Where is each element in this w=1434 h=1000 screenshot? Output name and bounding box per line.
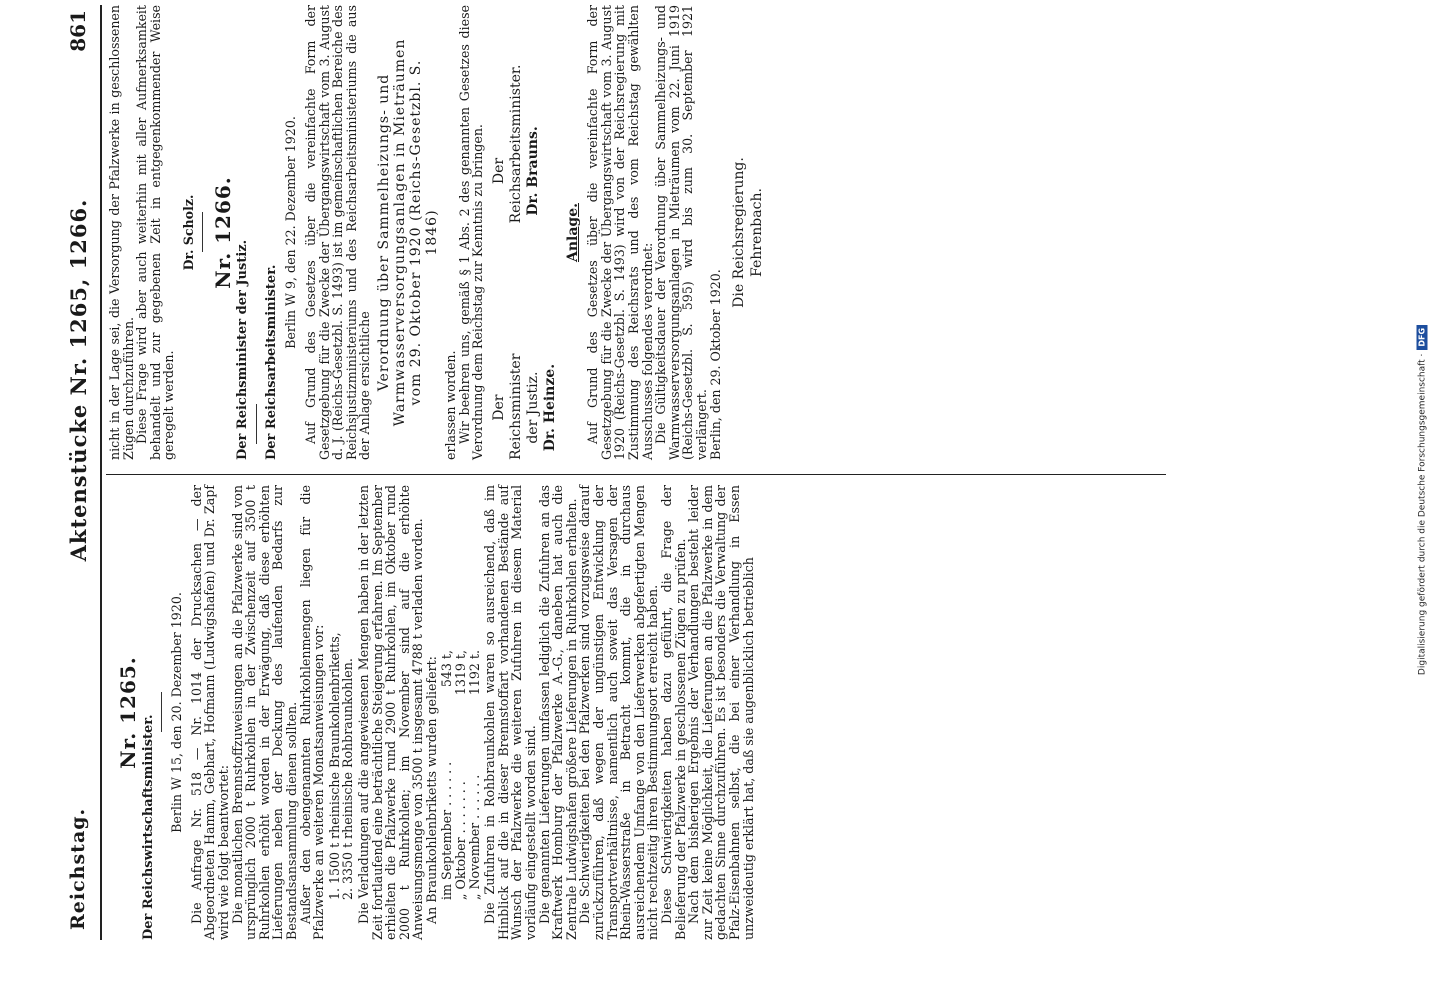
column-separator	[106, 474, 1166, 475]
government-name: Fehrenbach.	[749, 188, 766, 277]
paragraph: Diese Frage wird aber auch weiterhin mit aller Aufmerksamkeit behandelt und zur gegebenen Zeit in entgegenkommender Weise geregelt werden.	[134, 5, 177, 460]
signature-name: Dr. Brauns.	[524, 126, 541, 216]
divider	[256, 404, 257, 444]
paragraph: Diese Schwierigkeiten haben dazu geführt, die Frage der Belieferung der Pfalzwerke in geschlossenen Zügen zu prüfen.	[658, 485, 688, 940]
signature-labour	[491, 5, 559, 223]
paragraph: An Braunkohlenbriketts wurden geliefert:	[423, 656, 439, 924]
annex-heading: Anlage.	[564, 203, 581, 263]
digitization-credit	[1414, 10, 1430, 990]
paragraph: Die Verladungen auf die angewiesenen Mengen haben in der letzten Zeit fortlaufend eine beträchtliche Steigerung erfahren. Im September erhielten die Pfalzwerke rund 2900 t Ruhrkohlen, im Oktober rund 2000 t Ruhrkohlen; im November sind auf die erhöhte Anweisungsmenge von 3500 t insgesamt 4788 t verladen worden.	[355, 485, 426, 940]
dfg-logo: DFG	[1417, 325, 1428, 350]
delivery-month: „ November . . . . . .	[466, 774, 482, 900]
government-title: Die Reichsregierung.	[731, 157, 748, 308]
paragraph: Auf Grund des Gesetzes über die vereinfachte Form der Gesetzgebung für die Zwecke der Übergangswirtschaft vom 3. August d. J. (Reichs-Gesetzbl. S. 1493) ist im gemeinschaftlichen Bereiche des Reichsjustizministeriums und des Reichsarbeitsministeriums die aus der Anlage ersichtliche	[302, 5, 373, 460]
government-signature	[730, 5, 766, 460]
signature-title: Der Reichsarbeitsminister.	[490, 64, 524, 224]
paragraph: Wir beehren uns, gemäß § 1 Abs. 2 des genannten Gesetzes diese Verordnung dem Reichstag zur Kenntnis zu bringen.	[456, 5, 486, 460]
ordinance-title: Verordnung über Sammelheizungs- und Warmwasserversorgungsanlagen in Mieträumen vom 29. Oktober 1920 (Reichs-Gesetzbl. S. 1846)	[375, 38, 440, 427]
paragraph: Außer den obengenannten Ruhrkohlenmengen liegen für die Pfalzwerke an weiteren Monatsanweisungen vor:	[297, 485, 327, 940]
signature-scholz: Dr. Scholz.	[180, 194, 196, 271]
divider	[161, 693, 162, 733]
paragraph: Die Zufuhren in Rohbraunkohlen waren so ausreichend, daß im Hinblick auf die in dieser Brennstoffart vorhandenen Bestände auf Wunsch der Pfalzwerke die weiteren Zufuhren in diesem Material vorläufig eingestellt worden sind.	[482, 485, 539, 940]
rotated-document-sheet	[50, 0, 1350, 950]
signature-block	[491, 5, 559, 460]
header-title: Aktenstücke Nr. 1265, 1266.	[65, 198, 91, 562]
list-item: 2. 3350 t rheinische Rohbraunkohlen.	[340, 658, 356, 900]
coal-list	[328, 485, 355, 900]
delivery-month: „ Oktober . . . . . . .	[453, 781, 469, 900]
paragraph: Nach dem bisherigen Ergebnis der Verhandlungen besteht leider zur Zeit keine Möglichkeit, die Lieferungen an die Pfalzwerke in dem gedachten Sinne durchzuführen. Es ist besonders die Verwaltung der Pfalz-Eisenbahnen selbst, die bei einer Verhandlung in Essen unzweideutig erklärt hat, daß sie augenblicklich betrieblich	[686, 485, 756, 940]
signature-name: Dr. Heinze.	[541, 363, 558, 452]
paragraph: Die monatlichen Brennstoffzuweisungen an die Pfalzwerke sind von ursprünglich 2000 t Ruhrkohlen in der Zwischenzeit auf 3500 t Ruhrkohlen erhöht worden in der Erwägung, daß diese erhöhten Lieferungen neben der Deckung des laufenden Bedarfs zur Bestandsansammlung dienen sollten.	[229, 485, 299, 940]
document-number: Nr. 1265.	[116, 656, 140, 769]
right-column	[108, 5, 766, 460]
ministry-heading: Der Reichswirtschaftsminister.	[140, 714, 156, 940]
paragraph: erlassen worden.	[442, 350, 458, 460]
date-line: Berlin W 9, den 22. Dezember 1920.	[283, 116, 299, 349]
signature-title: Der Reichsminister der Justiz.	[490, 353, 541, 460]
page-number: 861	[66, 10, 90, 52]
header-rule	[100, 5, 102, 940]
paragraph: Die Gültigkeitsdauer der Verordnung über Sammelheizungs- und Warmwasserversorgungsanlagen in Mieträumen vom 22. Juni 1919 (Reichs-Gesetzbl. S. 595) wird bis zum 30. September 1921 verlängert.	[653, 5, 710, 460]
left-column	[108, 485, 755, 940]
paragraph: Die Schwierigkeiten bei den Pfalzwerken sind vorzugsweise darauf zurückzuführen, daß wegen der ungünstigen Entwicklung der Transportverhältnisse, namentlich auch soweit das Versagen der Rhein-Wasserstraße in Betracht kommt, die in durchaus ausreichendem Umfange von den Lieferwerken abgefertigten Mengen nicht rechtzeitig ihren Bestimmungsort erreicht haben.	[577, 485, 661, 940]
ministry-heading: Der Reichsminister der Justiz.	[235, 239, 251, 460]
paragraph: Die Anfrage Nr. 518 — Nr. 1014 der Drucksachen — der Abgeordneten Hamm, Gebhart, Hofmann (Ludwigshafen) und Dr. Zapf wird wie folgt beantwortet:	[188, 485, 231, 940]
header-left: Reichstag.	[67, 807, 89, 930]
paragraph: Auf Grund des Gesetzes über die vereinfachte Form der Gesetzgebung für die Zwecke der Übergangswirtschaft vom 3. August 1920 (Reichs-Gesetzbl. S. 1493) wird von der Reichsregierung mit Zustimmung des Reichsrats und des vom Reichstag gewählten Ausschusses folgendes verordnet:	[585, 5, 655, 460]
signature-justice	[491, 242, 559, 460]
page-header	[58, 10, 98, 930]
divider	[202, 213, 203, 253]
credit-text: Digitalisierung gefördert durch die Deutsche Forschungsgemeinschaft ·	[1417, 353, 1427, 676]
paragraph: Die genannten Lieferungen umfassen lediglich die Zufuhren an das Kraftwerk Homburg der Pfalzwerke A.-G., daneben hat auch die Zentrale Ludwigshafen größere Lieferungen in Ruhrkohlen erhalten.	[536, 485, 579, 940]
paragraph: nicht in der Lage sei, die Versorgung der Pfalzwerke in geschlossenen Zügen durchzuführen.	[107, 5, 136, 460]
closing-date: Berlin, den 29. Oktober 1920.	[707, 269, 723, 460]
delivery-amount: 1192 t.	[466, 650, 482, 696]
delivery-amount: 543 t,	[439, 650, 455, 688]
list-item: 1. 1500 t rheinische Braunkohlenbriketts,	[326, 632, 342, 900]
delivery-amount: 1319 t,	[453, 650, 469, 696]
document-number: Nr. 1266.	[210, 176, 235, 289]
delivery-month: im September . . . . . .	[439, 761, 455, 900]
date-line: Berlin W 15, den 20. Dezember 1920.	[169, 592, 185, 833]
delivery-table	[440, 485, 481, 900]
ministry-heading: Der Reichsarbeitsminister.	[263, 264, 279, 460]
